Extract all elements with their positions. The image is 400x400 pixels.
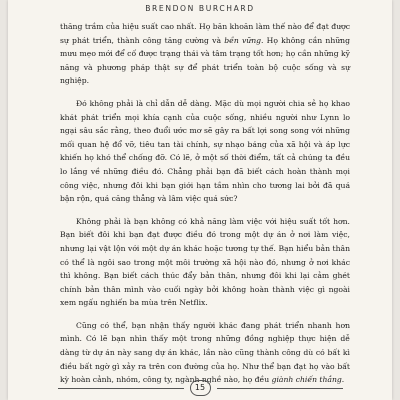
text-run: . Họ không cần những mưu mẹo mới để cố được trạng thái và tâm trạng tốt hơn; họ cần những kỹ năng và phương pháp thật sự để phát triển toàn bộ cuộc sống và sự nghiệp. [60, 35, 350, 86]
text-run: . [341, 375, 345, 385]
paragraph [60, 20, 350, 88]
footer-rule-right [217, 388, 343, 389]
paragraph [60, 319, 350, 387]
book-page [8, 0, 392, 400]
page-number: 15 [190, 380, 211, 396]
italic-text: giành chiến thắng [271, 375, 342, 385]
body-text [60, 20, 350, 396]
paragraph [60, 215, 350, 310]
running-header-author: BRENDON BURCHARD [145, 4, 255, 13]
paragraph [60, 97, 350, 206]
text-run: Cũng có thể, bạn nhận thấy người khác đang phát triển nhanh hơn mình. Có lẽ bạn nhìn thấy một trong những đồng nghiệp thực hiện dễ dàng từ dự án này sang dự án khác, lần nào cũng thành công dù có bất kì điều bất ngờ gì xảy ra trên con đường của họ. Như thể bạn đạt họ vào bất kỳ hoàn cảnh, nhóm, công ty, ngành nghề nào, họ đều [60, 320, 350, 385]
italic-text: bền vững [224, 35, 262, 45]
text-run: thăng trầm của hiệu suất cao nhất. Họ băn khoăn làm thế nào để đạt được sự phát triển, thành công tăng cường và [60, 22, 350, 45]
text-run: Không phải là bạn không có khả năng làm việc với hiệu suất tốt hơn. Bạn biết đôi khi bạn đạt được điều đó trong một dự án ở nơi làm việc, nhưng lại vật lộn với một dự án khác hoặc tương tự thế. Bạn hiểu bản thân có thể là ngôi sao trong một môi trường xã hội nào đó, nhưng ở nơi khác thì không. Bạn biết cách thúc đẩy bản thân, nhưng đôi khi lại cảm ghét chính bản thân mình vào cuối ngày bởi không hoàn thành việc gì ngoài xem ngấu nghiến ba mùa trên Netflix. [60, 216, 350, 308]
text-run: Đó không phải là chỉ dẫn dễ dàng. Mặc dù mọi người chia sẻ họ khao khát phát triển mọi khía cạnh của cuộc sống, nhiều người như Lynn lo ngại sâu sắc rằng, theo đuổi ước mơ sẽ gây ra bất lợi song song với những mối quan hệ đổ vỡ, tiêu tan tài chính, sự nhạo báng của xã hội và áp lực khiến họ khó thể chống đỡ. Có lẽ, ở một số thời điểm, tất cả chúng ta đều lo lắng về những điều đó. Chẳng phải bạn đã biết cách hoàn thành mọi công việc, nhưng đôi khi bạn giới hạn tầm nhìn cho tương lai bởi đã quá bận rộn, quá căng thẳng và lâm việc quá sức? [60, 98, 350, 204]
page-footer [8, 380, 392, 396]
footer-rule-left [58, 388, 184, 389]
